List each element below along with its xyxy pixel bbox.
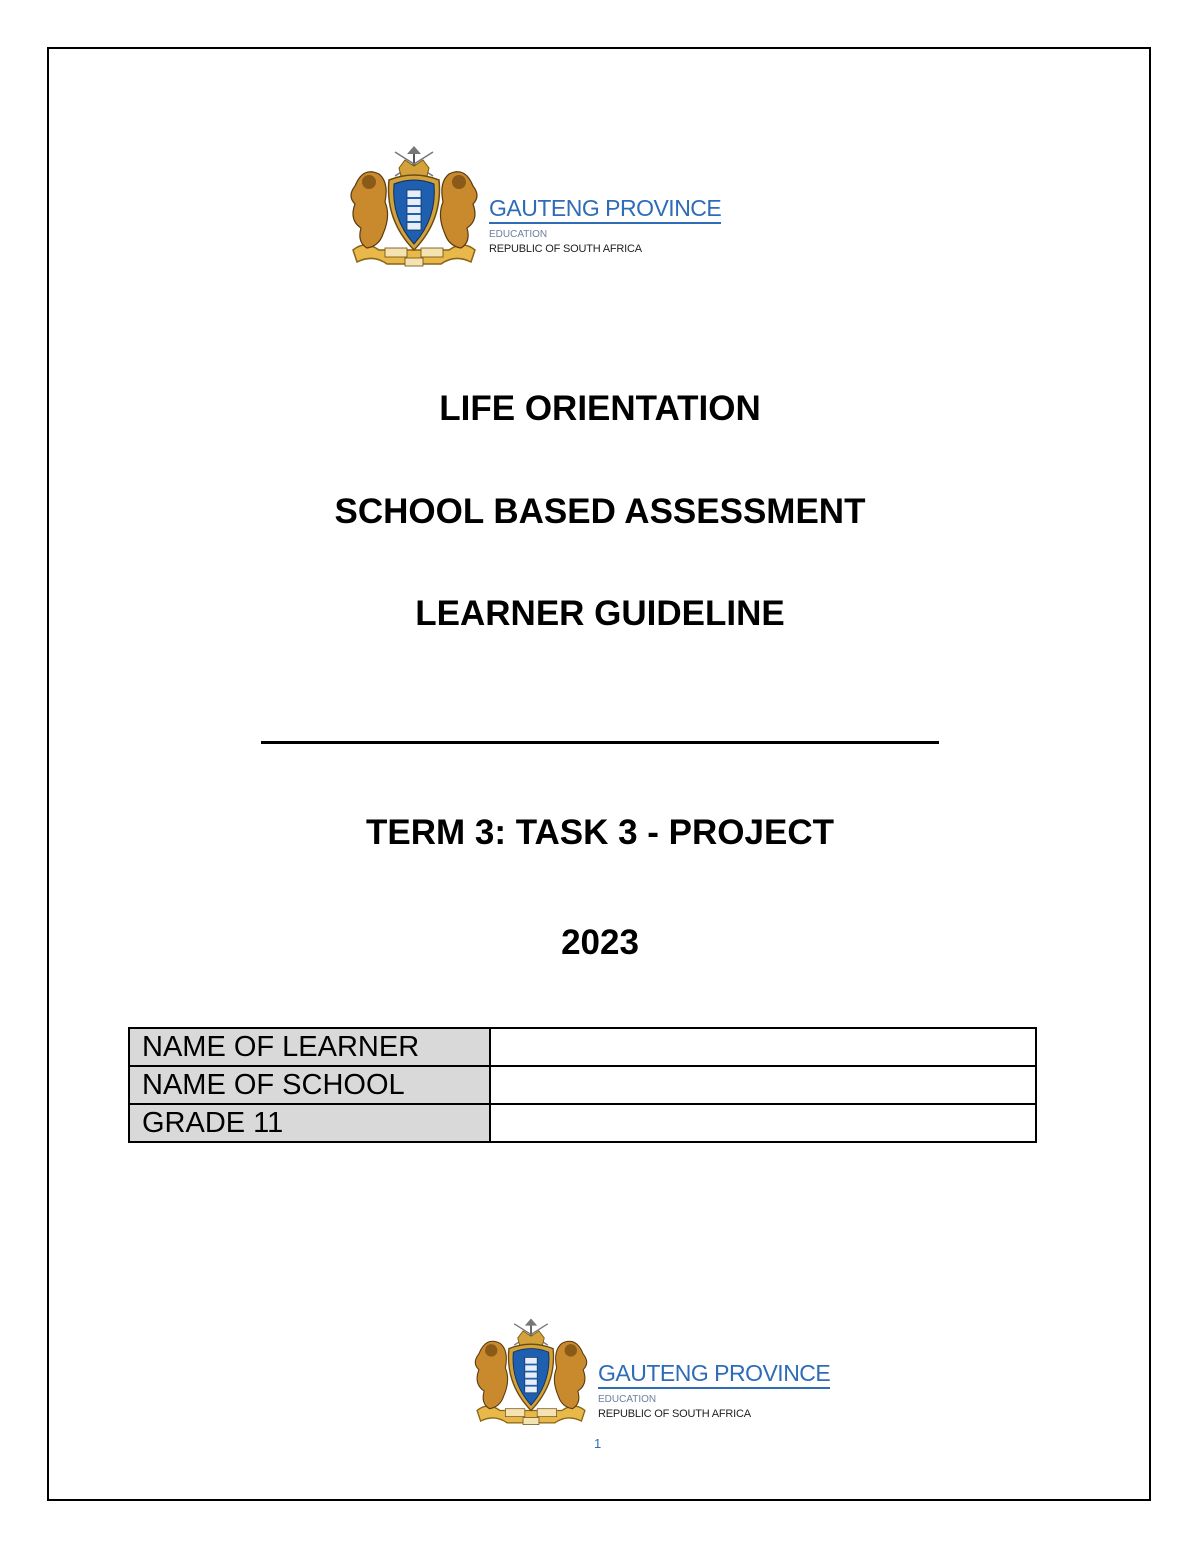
year-heading: 2023	[561, 923, 639, 962]
gauteng-logo-bottom	[470, 1310, 830, 1442]
guideline-heading: LEARNER GUIDELINE	[415, 594, 785, 633]
grade-label: GRADE 11	[129, 1104, 490, 1142]
learner-name-label: NAME OF LEARNER	[129, 1028, 490, 1066]
term-task-heading: TERM 3: TASK 3 - PROJECT	[365, 813, 834, 852]
assessment-heading: SCHOOL BASED ASSESSMENT	[334, 492, 866, 531]
subject-heading: LIFE ORIENTATION	[439, 389, 761, 428]
learner-info-table	[128, 1027, 1037, 1143]
table-row	[129, 1066, 1036, 1104]
logo-province-name: GAUTENG PROVINCE	[489, 195, 721, 224]
table-row	[129, 1028, 1036, 1066]
coat-of-arms-icon	[470, 1310, 592, 1442]
logo-province-name: GAUTENG PROVINCE	[598, 1360, 830, 1389]
coat-of-arms-icon	[345, 146, 483, 276]
school-name-field[interactable]	[490, 1066, 1036, 1104]
page-number: 1	[594, 1436, 602, 1451]
grade-field[interactable]	[490, 1104, 1036, 1142]
logo-department: EDUCATION	[489, 228, 548, 240]
logo-department: EDUCATION	[598, 1393, 657, 1405]
logo-text-block	[489, 195, 721, 256]
divider-line	[261, 741, 939, 744]
school-name-label: NAME OF SCHOOL	[129, 1066, 490, 1104]
logo-country: REPUBLIC OF SOUTH AFRICA	[598, 1407, 751, 1420]
table-row	[129, 1104, 1036, 1142]
learner-name-field[interactable]	[490, 1028, 1036, 1066]
logo-text-block	[598, 1360, 830, 1421]
gauteng-logo-top	[345, 146, 721, 276]
logo-country: REPUBLIC OF SOUTH AFRICA	[489, 242, 642, 255]
